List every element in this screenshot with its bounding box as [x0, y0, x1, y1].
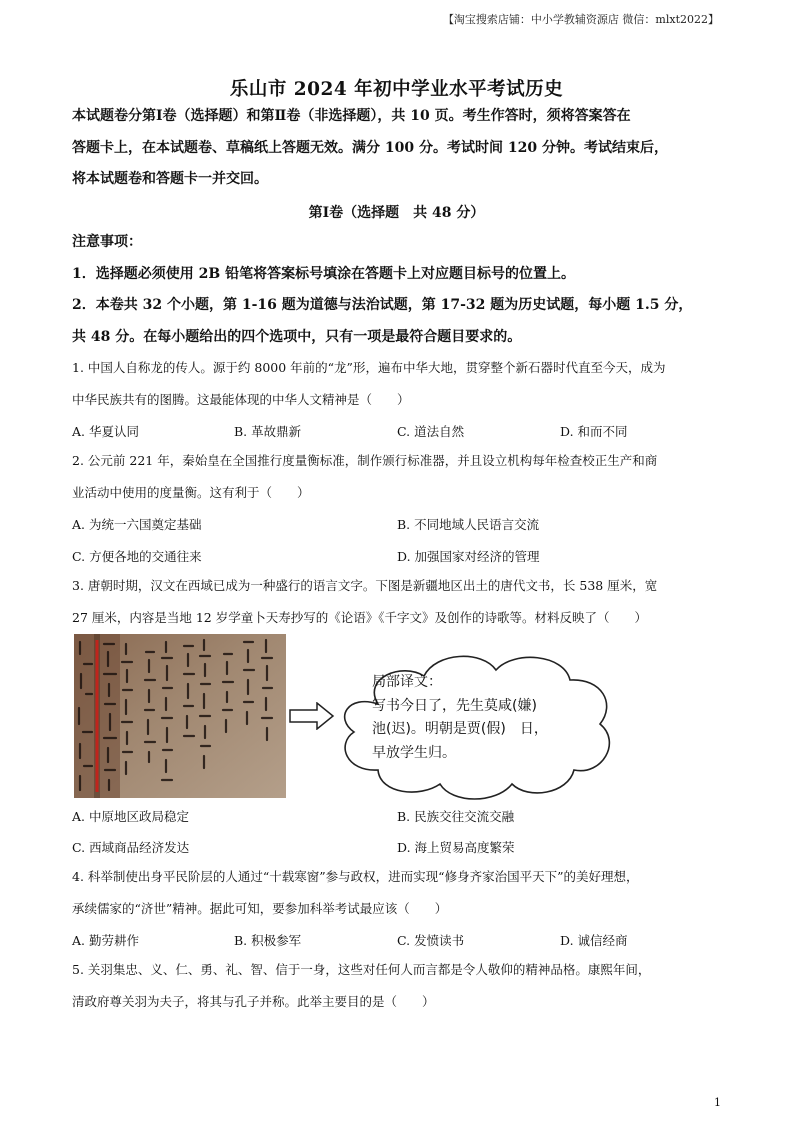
q1-option-c: C. 道法自然	[397, 424, 465, 439]
intro-paragraph	[72, 101, 722, 196]
q4-option-a: A. 勤劳耕作	[72, 933, 139, 948]
question-1	[72, 352, 722, 415]
q1-option-b: B. 革故鼎新	[234, 424, 302, 439]
section-title: 第Ⅰ卷（选择题 共 48 分）	[308, 205, 485, 221]
manuscript-image	[74, 634, 286, 798]
question-line: 2. 公元前 221 年，秦始皇在全国推行度量衡标准，制作颁行标准器，并且设立机构每年检查校正生产和商	[72, 453, 658, 468]
intro-line: 将本试题卷和答题卡一并交回。	[72, 171, 268, 187]
question-line: 承续儒家的“济世”精神。据此可知，要参加科举考试最应该（ ）	[72, 900, 448, 916]
intro-line: 答题卡上，在本试题卷、草稿纸上答题无效。满分 100 分。考试时间 120 分钟。考试结束后，	[72, 139, 668, 156]
question-line: 4. 科举制使出身平民阶层的人通过“十载寒窗”参与政权，进而实现“修身齐家治国平天下”的美好理想，	[72, 869, 639, 884]
notice-block	[72, 227, 722, 353]
question-line: 清政府尊关羽为夫子，将其与孔子并称。此举主要目的是（ ）	[72, 993, 435, 1009]
translation-text	[372, 671, 548, 765]
q2-option-c: C. 方便各地的交通往来	[72, 549, 202, 564]
q3-option-a: A. 中原地区政局稳定	[72, 809, 189, 824]
q1-option-a: A. 华夏认同	[72, 424, 139, 439]
translation-line: 早放学生归。	[372, 744, 456, 761]
q2-option-d: D. 加强国家对经济的管理	[397, 549, 540, 564]
q1-option-d: D. 和而不同	[560, 424, 628, 439]
q2-option-b: B. 不同地域人民语言交流	[397, 517, 540, 532]
exam-title: 乐山市 2024 年初中学业水平考试历史	[229, 79, 564, 100]
question-5	[72, 954, 722, 1017]
question-line: 1. 中国人自称龙的传人。源于约 8000 年前的“龙”形，遍布中华大地，贯穿整个新石器时代直至今天，成为	[72, 360, 666, 375]
question-line: 5. 关羽集忠、义、仁、勇、礼、智、信于一身，这些对任何人而言都是令人敬仰的精神品格。康熙年间，	[72, 962, 651, 977]
q3-option-c: C. 西域商品经济发达	[72, 840, 190, 855]
intro-line: 本试题卷分第Ⅰ卷（选择题）和第Ⅱ卷（非选择题），共 10 页。考生作答时，须将答案答在	[72, 108, 631, 124]
notice-item: 2．本卷共 32 个小题，第 1-16 题为道德与法治试题，第 17-32 题为历史试题，每小题 1.5 分，	[72, 297, 693, 313]
question-4	[72, 861, 722, 924]
question-line: 3. 唐朝时期，汉文在西域已成为一种盛行的语言文字。下图是新疆地区出土的唐代文书，长 538 厘米，宽	[72, 578, 658, 593]
notice-item: 1．选择题必须使用 2B 铅笔将答案标号填涂在答题卡上对应题目标号的位置上。	[72, 265, 576, 282]
q2-option-a: A. 为统一六国奠定基础	[72, 517, 202, 532]
question-line: 业活动中使用的度量衡。这有利于（ ）	[72, 484, 310, 500]
tang-manuscript-photo	[74, 634, 286, 798]
q4-option-b: B. 积极参军	[234, 933, 302, 948]
notice-heading: 注意事项：	[72, 234, 142, 250]
q4-option-c: C. 发愤读书	[397, 933, 465, 948]
q3-option-b: B. 民族交往交流交融	[397, 809, 515, 824]
header-note: 【淘宝搜索店铺：中小学教辅资源店 微信：mlxt2022】	[442, 13, 719, 26]
right-arrow-icon	[289, 702, 335, 734]
translation-label: 局部译文：	[372, 674, 442, 690]
notice-item: 共 48 分。在每小题给出的四个选项中，只有一项是最符合题目要求的。	[72, 328, 522, 345]
question-2	[72, 445, 722, 508]
translation-line: 写书今日了，先生莫咸(嫌)	[372, 697, 537, 714]
question-line: 27 厘米，内容是当地 12 岁学童卜天寿抄写的《论语》《千字文》及创作的诗歌等。材料反映了（ ）	[72, 609, 647, 625]
translation-line: 池(迟)。明朝是贾(假) 日，	[372, 721, 548, 737]
question-line: 中华民族共有的图腾。这最能体现的中华人文精神是（ ）	[72, 391, 410, 407]
q3-option-d: D. 海上贸易高度繁荣	[397, 840, 515, 855]
q4-option-d: D. 诚信经商	[560, 933, 628, 948]
page-number: 1	[714, 1096, 721, 1109]
question-3	[72, 570, 722, 633]
